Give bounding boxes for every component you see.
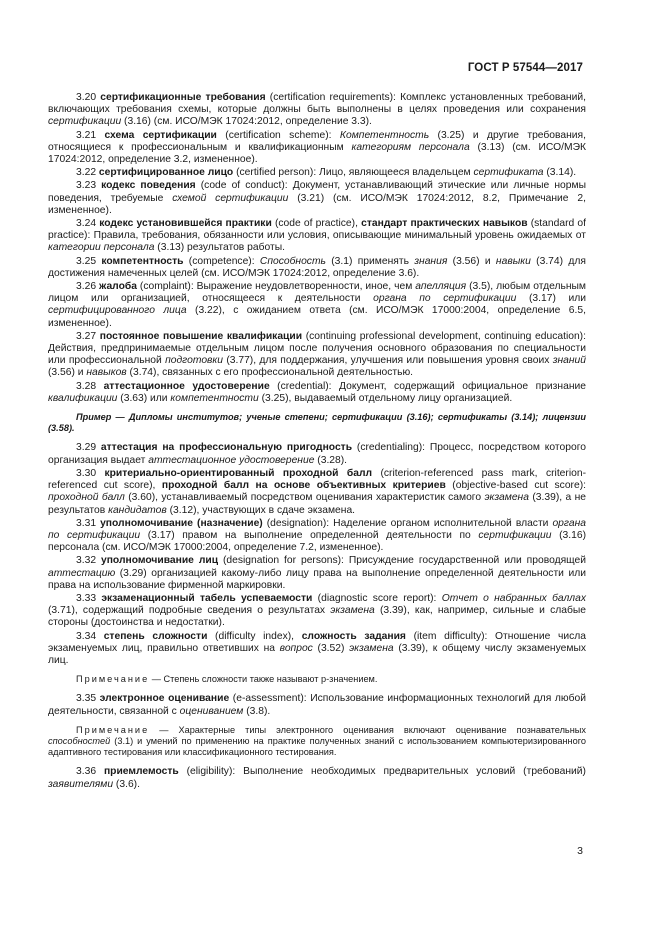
term: стандарт практических навыков: [361, 218, 528, 230]
note-label: Примечание: [76, 724, 150, 735]
term: уполномочивание лиц: [100, 555, 219, 567]
entry-3-31: 3.31 уполномочивание (назначение) (designation): Наделение органом исполнительной власти органа по сертификации (3.17) правом на выполнение определенной деятельности по сертификации (3.16) персонала (см. ИСО/МЭК 17000:2004, определение 7.2, измененное).: [48, 517, 586, 554]
entry-3-32: 3.32 уполномочивание лиц (designation for persons): Присуждение государственной или проводящей аттестацию (3.29) организацией какому-либо лицу права на выполнение определенной деятельности или права на использование фирменной маркировки.: [48, 555, 586, 591]
page-number: 3: [577, 845, 583, 857]
entry-3-23: 3.23 кодекс поведения (code of conduct): Документ, устанавливающий этические или личные нормы поведения, требуемые схемой сертификации (3.21) (см. ИСО/МЭК 17024:2012, 8.2, Примечание 2, измененное).: [48, 180, 586, 216]
term: сложность задания: [301, 630, 406, 642]
entry-3-36: 3.36 приемлемость (eligibility): Выполнение необходимых предварительных условий (требований) заявителями (3.6).: [48, 766, 586, 790]
term: степень сложности: [103, 630, 208, 642]
document-body: [48, 92, 586, 792]
document-header: ГОСТ Р 57544—2017: [467, 62, 583, 74]
term: кодекс поведения: [101, 180, 196, 192]
note-label: Примечание: [76, 674, 150, 685]
entry-3-35: 3.35 электронное оценивание (e-assessment): Использование информационных технологий для любой деятельности, связанной с оцениванием (3.8).: [48, 693, 586, 717]
term: уполномочивание (назначение): [100, 517, 263, 529]
term: постоянное повышение квалификации: [99, 330, 303, 342]
entry-3-28: 3.28 аттестационное удостоверение (credential): Документ, содержащий официальное признание квалификации (3.63) или компетентности (3.25), выдаваемый отдельному лицу организацией.: [48, 380, 586, 404]
entry-3-26: 3.26 жалоба (complaint): Выражение неудовлетворенности, иное, чем апелляция (3.5), любым отдельным лицом или организацией, относящееся к деятельности органа по сертификации (3.17) или сертифицированного лица (3.22), с ожиданием ответа (см. ИСО/МЭК 17000:2004, определение 6.5, измененное).: [48, 281, 586, 329]
entry-3-20: 3.20 сертификационные требования (certification requirements): Комплекс установленных требований, включающих требования схемы, которые должны быть выполнены в целях проведения или сохранения сертификации (3.16) (см. ИСО/МЭК 17024:2012, определение 3.3).: [48, 92, 586, 128]
entry-3-25: 3.25 компетентность (competence): Способность (3.1) применять знания (3.56) и навыки (3.74) для достижения намеченных целей (см. ИСО/МЭК 17024:2012, определение 3.6).: [48, 255, 586, 279]
term: электронное оценивание: [99, 693, 230, 705]
entry-3-22: 3.22 сертифицированное лицо (certified person): Лицо, являющееся владельцем сертификата (3.14).: [76, 167, 577, 179]
entry-3-30: 3.30 критериально-ориентированный проходной балл (criterion-referenced pass mark, criterion-referenced cut score), проходной балл на основе объективных критериев (objective-based cut score): проходной балл (3.60), устанавливаемый посредством оценивания характеристик самого экзамена (3.39), а не результатов кандидатов (3.12), участвующих в сдаче экзамена.: [48, 467, 587, 516]
entry-3-27: 3.27 постоянное повышение квалификации (continuing professional development, continuing education): Действия, предпринимаемые отдельным лицом после получения основного образования по специальности или профессиональной подготовки (3.77), для поддержания, улучшения или повышения уровня своих знаний (3.56) и навыков (3.74), связанных с его профессиональной деятельностью.: [48, 330, 586, 379]
term: экзаменационный табель успеваемости: [101, 592, 313, 604]
term: критериально-ориентированный проходной балл: [104, 467, 373, 479]
note-3-35: Примечание — Характерные типы электронного оценивания включают оценивание познавательных способностей (3.1) и умений по применению на практике полученных знаний с использованием компьютеризированного адаптивного тестирования или классификационного тестирования.: [48, 724, 586, 758]
term: компетентность: [101, 255, 184, 267]
entry-3-34: 3.34 степень сложности (difficulty index), сложность задания (item difficulty): Отношение числа экзаменуемых лиц, правильно ответивших на вопрос (3.52) экзамена (3.39), к общему числу экзаменуемых лиц.: [48, 630, 587, 666]
term: кодекс установившейся практики: [99, 218, 272, 230]
entry-3-29: 3.29 аттестация на профессиональную пригодность (credentialing): Процесс, посредством которого организация выдает аттестационное удостоверение (3.28).: [48, 442, 586, 466]
example-3-28: Пример — Дипломы институтов; ученые степени; сертификации (3.16); сертификаты (3.14); лицензии (3.58).: [48, 412, 586, 434]
term: жалоба: [99, 281, 137, 293]
note-3-34: Примечание — Степень сложности также называют p-значением.: [76, 674, 378, 685]
term: аттестационное удостоверение: [103, 380, 270, 392]
entry-3-33: 3.33 экзаменационный табель успеваемости (diagnostic score report): Отчет о набранных баллах (3.71), содержащий подробные сведения о результатах экзамена (3.39), как, например, сильные и слабые стороны (достоинства и недостатки).: [48, 592, 586, 629]
term: схема сертификации: [104, 129, 217, 141]
term: сертификационные требования: [100, 92, 266, 103]
term: сертифицированное лицо: [98, 167, 234, 179]
entry-3-21: 3.21 схема сертификации (certification scheme): Компетентность (3.25) и другие требования, относящиеся к профессиональным и квалификационным категориям персонала (3.13) (см. ИСО/МЭК 17024:2012, определение 3.2, измененное).: [48, 129, 586, 166]
term: проходной балл на основе объективных критериев: [161, 480, 446, 492]
term: аттестация на профессиональную пригодность: [100, 442, 353, 454]
entry-3-24: 3.24 кодекс установившейся практики (code of practice), стандарт практических навыков (standard of practice): Правила, требования, обязанности или условия, описывающие минимальный уровень ожидаемых от категории персонала (3.13) результатов работы.: [48, 218, 586, 254]
term: приемлемость: [103, 766, 179, 778]
